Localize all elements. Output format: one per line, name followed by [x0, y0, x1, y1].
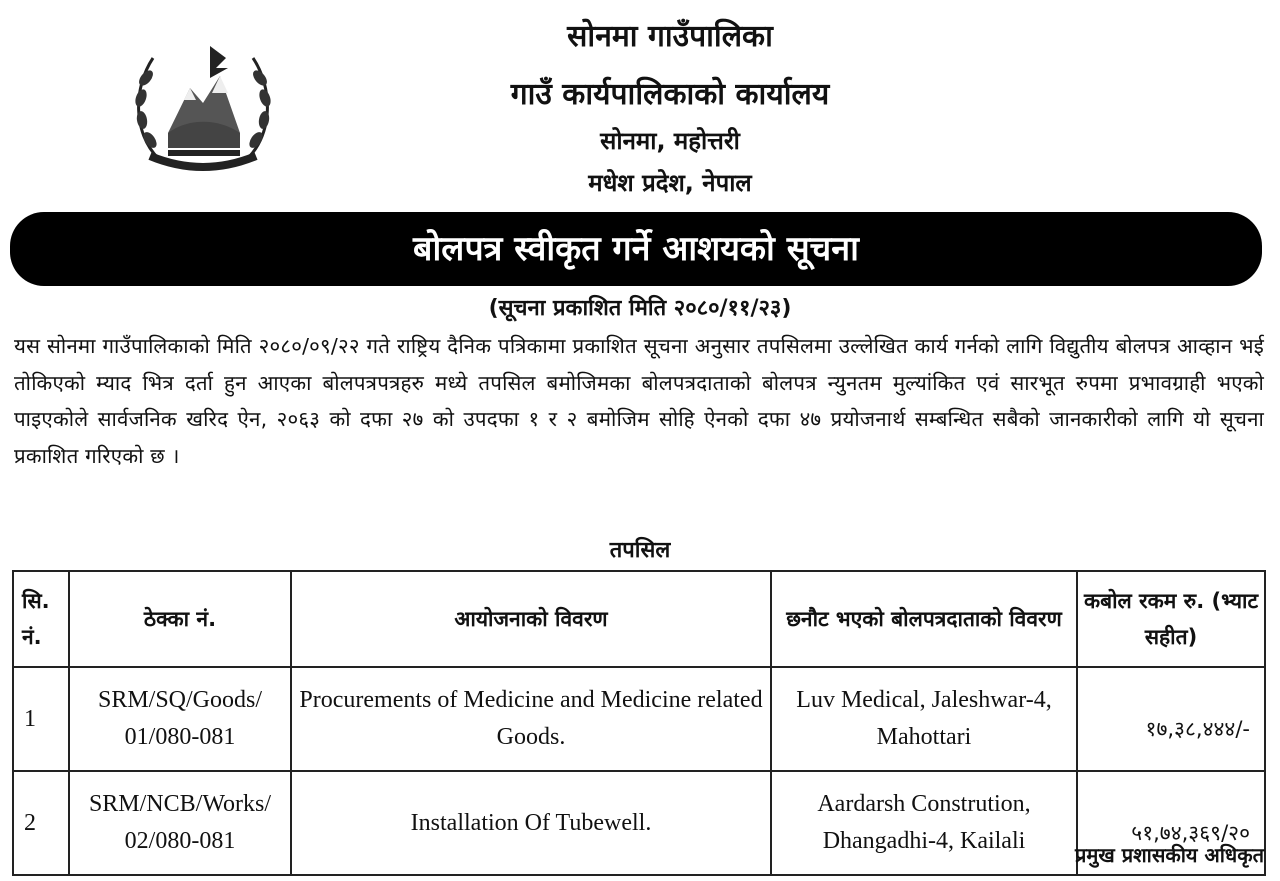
col-header-sn: सि. नं.	[13, 571, 69, 667]
province-name: मधेश प्रदेश, नेपाल	[588, 169, 752, 197]
row-project: Procurements of Medicine and Medicine related Goods.	[291, 667, 771, 771]
row-amount: १७,३८,४४४/-	[1077, 667, 1265, 771]
notice-body: यस सोनमा गाउँपालिकाको मिति २०८०/०९/२२ गते राष्ट्रिय दैनिक पत्रिकामा प्रकाशित सूचना अनुसार तपसिलमा उल्लेखित कार्य गर्नको लागि विद्युतीय बोलपत्र आव्हान भई तोकिएको म्याद भित्र दर्ता हुन आएका बोलपत्रपत्रहरु मध्ये तपसिल बमोजिमका बोलपत्रदाताको बोलपत्र न्युनतम मुल्यांकित एवं सारभूत रुपमा प्रभावग्राही भएको पाइएकोले सार्वजनिक खरिद ऐन, २०६३ को दफा २७ को उपदफा १ र २ बमोजिम सोहि ऐनको दफा ४७ प्रयोजनार्थ सम्बन्धित सबैको जानकारीको लागि यो सूचना प्रकाशित गरिएको छ ।	[14, 334, 1264, 468]
row-sn: 1	[13, 667, 69, 771]
col-header-bidder: छनौट भएको बोलपत्रदाताको विवरण	[771, 571, 1077, 667]
row-bidder: Luv Medical, Jaleshwar-4, Mahottari	[771, 667, 1077, 771]
row-amount: ५१,७४,३६९/२०	[1077, 771, 1265, 875]
row-contract-no: SRM/NCB/Works/ 02/080-081	[69, 771, 291, 875]
table-header-row	[13, 571, 1265, 667]
col-header-contract-no: ठेक्का नं.	[69, 571, 291, 667]
office-name: गाउँ कार्यपालिकाको कार्यालय	[510, 77, 830, 112]
row-bidder: Aardarsh Constrution, Dhangadhi-4, Kailali	[771, 771, 1077, 875]
notice-title-banner: बोलपत्र स्वीकृत गर्ने आशयको सूचना	[10, 212, 1262, 286]
publish-date: (सूचना प्रकाशित मिति २०८०/११/२३)	[488, 296, 792, 321]
award-table	[12, 570, 1266, 876]
row-contract-no: SRM/SQ/Goods/ 01/080-081	[69, 667, 291, 771]
col-header-amount: कबोल रकम रु. (भ्याट सहीत)	[1077, 571, 1265, 667]
municipality-name: सोनमा गाउँपालिका	[567, 19, 773, 54]
schedule-heading: तपसिल	[609, 538, 671, 563]
table-row	[13, 667, 1265, 771]
signatory-title: प्रमुख प्रशासकीय अधिकृत	[1075, 843, 1264, 867]
col-header-project: आयोजनाको विवरण	[291, 571, 771, 667]
office-location: सोनमा, महोत्तरी	[600, 127, 740, 155]
row-project: Installation Of Tubewell.	[291, 771, 771, 875]
row-sn: 2	[13, 771, 69, 875]
nepal-emblem-icon	[128, 38, 278, 178]
